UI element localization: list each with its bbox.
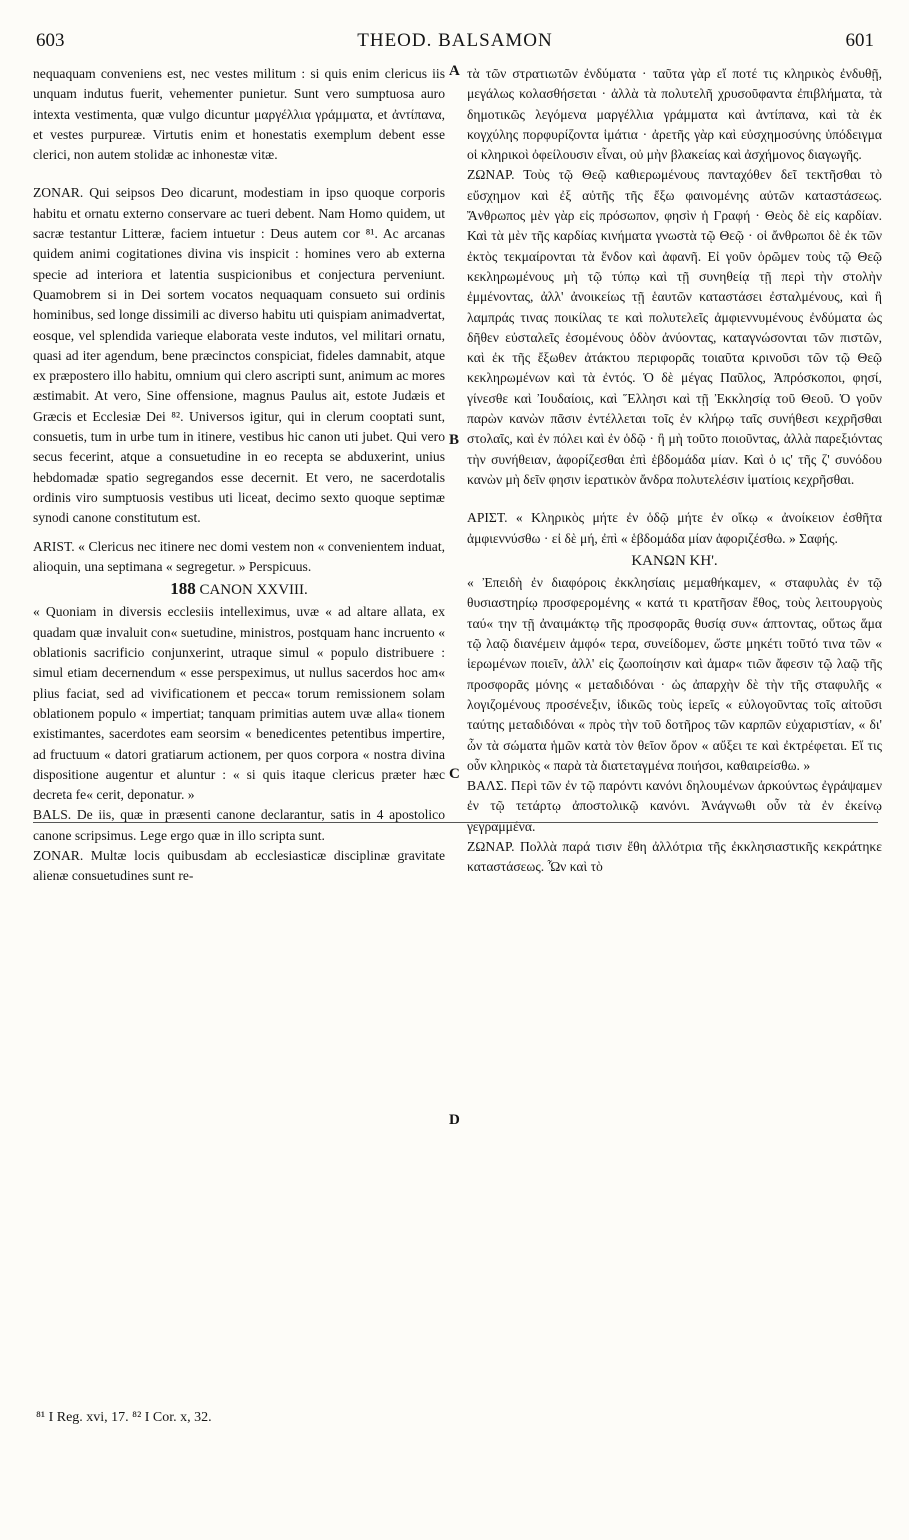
latin-zonaras-commentary: ZONAR. Qui seipsos Deo dicarunt, modestiam in ipso quoque corporis habitu et ornatu externo conservare ac tueri debent. Nam Homo quidem, ut sacræ testantur Litteræ, faciem intuetur : Deus autem cor ⁸¹. Ac arcanas quidem animi cogitationes divina vis inspicit : homines vero ab externa specie ad interiora et latentia suspicionibus et conjectura perveniunt. Quamobrem si in Dei sortem vocatos nequaquam consueto sui ordinis hominibus, sed longe dissimili ac diverso habitu uti quispiam animadvertat, eosque, vel splendida varieque elaborata veste indutos, vel militari ornatu, quasi ad iter agendum, bene præcinctos conspiciat, fideles damnabit, atque ex præpostero illo habitu, omnium qui clero ascripti sunt, animum ac mores æstimabit. At vero, Sine offensione, magnus Paulus ait, estote Judæis et Græcis et Ecclesiæ Dei ⁸². Universos igitur, qui in clerum cooptati sunt, consuetis, tum in urbe tum in itinere, vestibus hic canon uti jubet. Qui vero secus fecerint, atque a consuetudine in eo recepta se abduxerint, unius hebdomadæ spatio segregandos esse decernit. Et vero, ne sacerdotalis ordinis viro sumptuosis vestibus uti liceat, decimo sexto quoque septimæ synodi canone constitutum est. (33, 185, 445, 526)
page-number-right: 601 (845, 30, 874, 51)
running-title: THEOD. BALSAMON (357, 30, 553, 51)
greek-intro-paragraph: τὰ τῶν στρατιωτῶν ἐνδύματα · ταῦτα γὰρ εἴ ποτέ τις κληρικὸς ἐνδυθῇ, μεγάλως κολασθήσεται · ἀλλὰ τὰ πολυτελῆ χρυσοῦφαντα ἐπιβλήματα, τὰ δημοτικῶς λεγόμενα μαργέλλια γράμματα καὶ ἀντίπανα, καὶ τὰ ἐκ κογχύλης πορφυρίζοντα ἱμάτια · ἀρετῆς γὰρ καὶ εὐσχημοσύνης ὑπόδειγμα οἱ κληρικοὶ ὀφείλουσιν εἶναι, οὐ μὴν βλακείας καὶ ἀσχήμονος διαγωγῆς. (467, 66, 882, 163)
running-header (36, 30, 874, 56)
latin-balsamon-commentary: BALS. De iis, quæ in præsenti canone declarantur, satis in 4 apostolico canone scripsimus. Lege ergo quæ in illo scripta sunt. (33, 807, 445, 843)
latin-column (33, 64, 445, 887)
greek-balsamon-commentary: ΒΑΛΣ. Περὶ τῶν ἐν τῷ παρόντι κανόνι δηλουμένων ἀρκούντως ἐγράψαμεν ἐν τῷ τετάρτῳ ἀποστολικῷ κανόνι. Ἀνάγνωθι οὖν τὰ ἐν ἐκείνῳ γεγραμμένα. (467, 778, 882, 834)
margin-letter-a: A (449, 63, 460, 79)
page-number-left: 603 (36, 30, 65, 51)
greek-column (467, 64, 882, 878)
latin-canon-title: CANON XXVIII. (199, 582, 308, 599)
margin-letter-b: B (449, 432, 460, 448)
margin-letter-c: C (449, 766, 460, 782)
latin-canon-text: « Quoniam in diversis ecclesiis intelleximus, uvæ « ad altare allata, ex quadam quæ invaluit con« suetudine, ministros, postquam hanc incruento « oblationis sacrificio conjunxerint, utraque simul « populo distribuere : simul etiam decernendum « esse perspeximus, ut nullus sacerdos hoc am« plius faciat, sed ad vivificationem et pecca« torum remissionem solam oblationem populo « impertiat; tanquam primitias autem uvæ alla« tionem existimantes, sacerdotes eam seorsim « benedicentes petentibus impertire, ad fructuum « datori gratiarum actionem, per quos corpora « nostra divina dispositione augentur et aluntur : « si quis itaque clericus præter hæc decreta fe« cerit, deponatur. » (33, 604, 445, 803)
greek-canon-heading: ΚΑΝΩΝ ΚΗ'. (631, 552, 718, 569)
latin-zonaras-commentary-2: ZONAR. Multæ locis quibusdam ab ecclesiasticæ disciplinæ gravitate alienæ consuetudines sunt re- (33, 847, 445, 884)
greek-canon-text: « Ἐπειδὴ ἐν διαφόροις ἐκκλησίαις μεμαθήκαμεν, « σταφυλὰς ἐν τῷ θυσιαστηρίῳ προσφερομένης « κατά τι κρατῆσαν ἔθος, τοὺς λειτουργοὺς ταύ« την τῇ ἀναιμάκτῳ τῆς προσφορᾶς θυσίᾳ συν« άπτοντας, οὕτως ἅμα τῷ λαῷ διανέμειν ἀμφό« τερα, συνείδομεν, ὥστε μηκέτι τοῦτό τινα τῶν « ἱερωμένων ποιεῖν, ἀλλ' εἰς ζωοποίησιν καὶ ἁμαρ« τιῶν ἄφεσιν τῷ λαῷ τῆς προσφορᾶς μόνης « μεταδιδόναι · ὡς ἀπαρχὴν δὲ τὴν τῆς σταφυλῆς « λογιζομένους προσένεξιν, ἰδικῶς τοὺς ἱερεῖς « εὐλογοῦντας τοῖς αἰτοῦσι ταύτης μεταδιδόναι « πρὸς τὴν τοῦ δοτῆρος τῶν καρπῶν εὐχαριστίαν, « δι' ὧν τὰ σώματα ἡμῶν κατὰ τὸν θεῖον ὅρον « αὔξει τε καὶ ἐκτρέφεται. Εἴ τις οὖν κληρικὸς « παρὰ τὰ διατεταγμένα ποιήσοι, καθαιρείσθω. » (467, 575, 882, 773)
section-number: 188 (170, 579, 196, 599)
margin-letter-d: D (449, 1112, 460, 1128)
greek-zonaras-commentary-2: ΖΩΝΑΡ. Πολλὰ παρά τισιν ἔθη ἀλλότρια τῆς ἐκκλησιαστικῆς κεκράτηκε καταστάσεως. Ὧν καὶ τὸ (467, 838, 882, 875)
greek-aristenus-summary: ΑΡΙΣΤ. « Κληρικὸς μήτε ἐν ὁδῷ μήτε ἐν οἴκῳ « ἀνοίκειον ἐσθῆτα ἀμφιεννύσθω · εἰ δὲ μή, ἐπὶ « ἑβδομάδα μίαν ἀφοριζέσθω. » Σαφής. (467, 510, 882, 546)
latin-intro-paragraph: nequaquam conveniens est, nec vestes militum : si quis enim clericus iis unquam indutus fuerit, vehementer punietur. Sunt vero sumptuosa auro intexta vestimenta, quæ vulgo dicuntur μαργέλλια γράμματα, et ἀντίπανα, et vestes purpureæ. Virtutis enim et honestatis exemplum debent esse clerici, non autem stolidæ ac inhonestæ vitæ. (33, 66, 445, 163)
latin-aristenus-summary: ARIST. « Clericus nec itinere nec domi vestem non « convenientem induat, alioquin, una septimana « segregetur. » Perspicuus. (33, 538, 445, 574)
latin-canon-heading (33, 579, 445, 600)
greek-zonaras-commentary: ΖΩΝΑΡ. Τοὺς τῷ Θεῷ καθιερωμένους πανταχόθεν δεῖ τεκτῆσθαι τὸ εὔσχημον καὶ ἐξ αὐτῆς τῆς ἔξω φαινομένης αὐτῶν καταστάσεως. Ἄνθρωπος μὲν γὰρ εἰς πρόσωπον, φησὶν ἡ Γραφή · Θεὸς δὲ εἰς καρδίαν. Καὶ τὰ μὲν τῆς καρδίας κινήματα γνωστὰ τῷ Θεῷ · οἱ ἄνθρωποι δὲ ἐκ τῶν ἐκτὸς τεκμαίρονται τὰ ἔνδον καὶ ἀφανῆ. Εἰ γοῦν ὁρῶμεν τοὺς τῷ Θεῷ κεκληρωμένους μὴ τῷ τύπῳ καὶ τῇ συνηθείᾳ τῇ περὶ τὴν στολὴν ἐμμένοντας, ἀλλ' ἀνοικείως τῇ ἑαυτῶν καταστάσει ἐσταλμένους, καὶ ἢ λαμπράς τινας ποικίλας τε καὶ πολυτελεῖς ἀμφιεννυμένους ἐνδύματα ὡς δῆθεν εὐσταλεῖς ἐσομένους ὁδὸν ἀνύοντας, καταγνώσονται τῶν πιστῶν, καὶ ἐκ τῆς ἔξωθεν ἀτάκτου περιφορᾶς τοιαῦτα κρινοῦσι τῶν τῷ Θεῷ κεκληρωμένων καὶ τὰ ἐντός. Ὁ δὲ μέγας Παῦλος, Ἀπρόσκοποι, φησί, γίνεσθε καὶ Ἰουδαίοις, καὶ Ἕλλησι καὶ τῇ Ἐκκλησίᾳ τοῦ Θεοῦ. Ὁ γοῦν παρὼν κανὼν πᾶσιν ἐντέλλεται τοῖς ἐν κλήρῳ ταῖς συνήθεσι κεχρῆσθαι στολαῖς, καὶ ἐν πόλει καὶ ἐν ὁδῷ · ἢ μὴ τοῦτο ποιοῦντας, ἀλλὰ παρεξιόντας τὴν συνήθειαν, ἀφορίζεσθαι ἐπὶ ἑβδομάδα μίαν. Καὶ ὁ ις' τῆς ζ' συνόδου κανὼν μὴ δεῖν φησιν ἱερατικὸν ἄνδρα πολυτελέσιν ἱματίοις κεχρῆσθαι. (467, 167, 882, 487)
section-divider (33, 822, 878, 823)
footnotes: ⁸¹ I Reg. xvi, 17. ⁸² I Cor. x, 32. (36, 1410, 212, 1425)
